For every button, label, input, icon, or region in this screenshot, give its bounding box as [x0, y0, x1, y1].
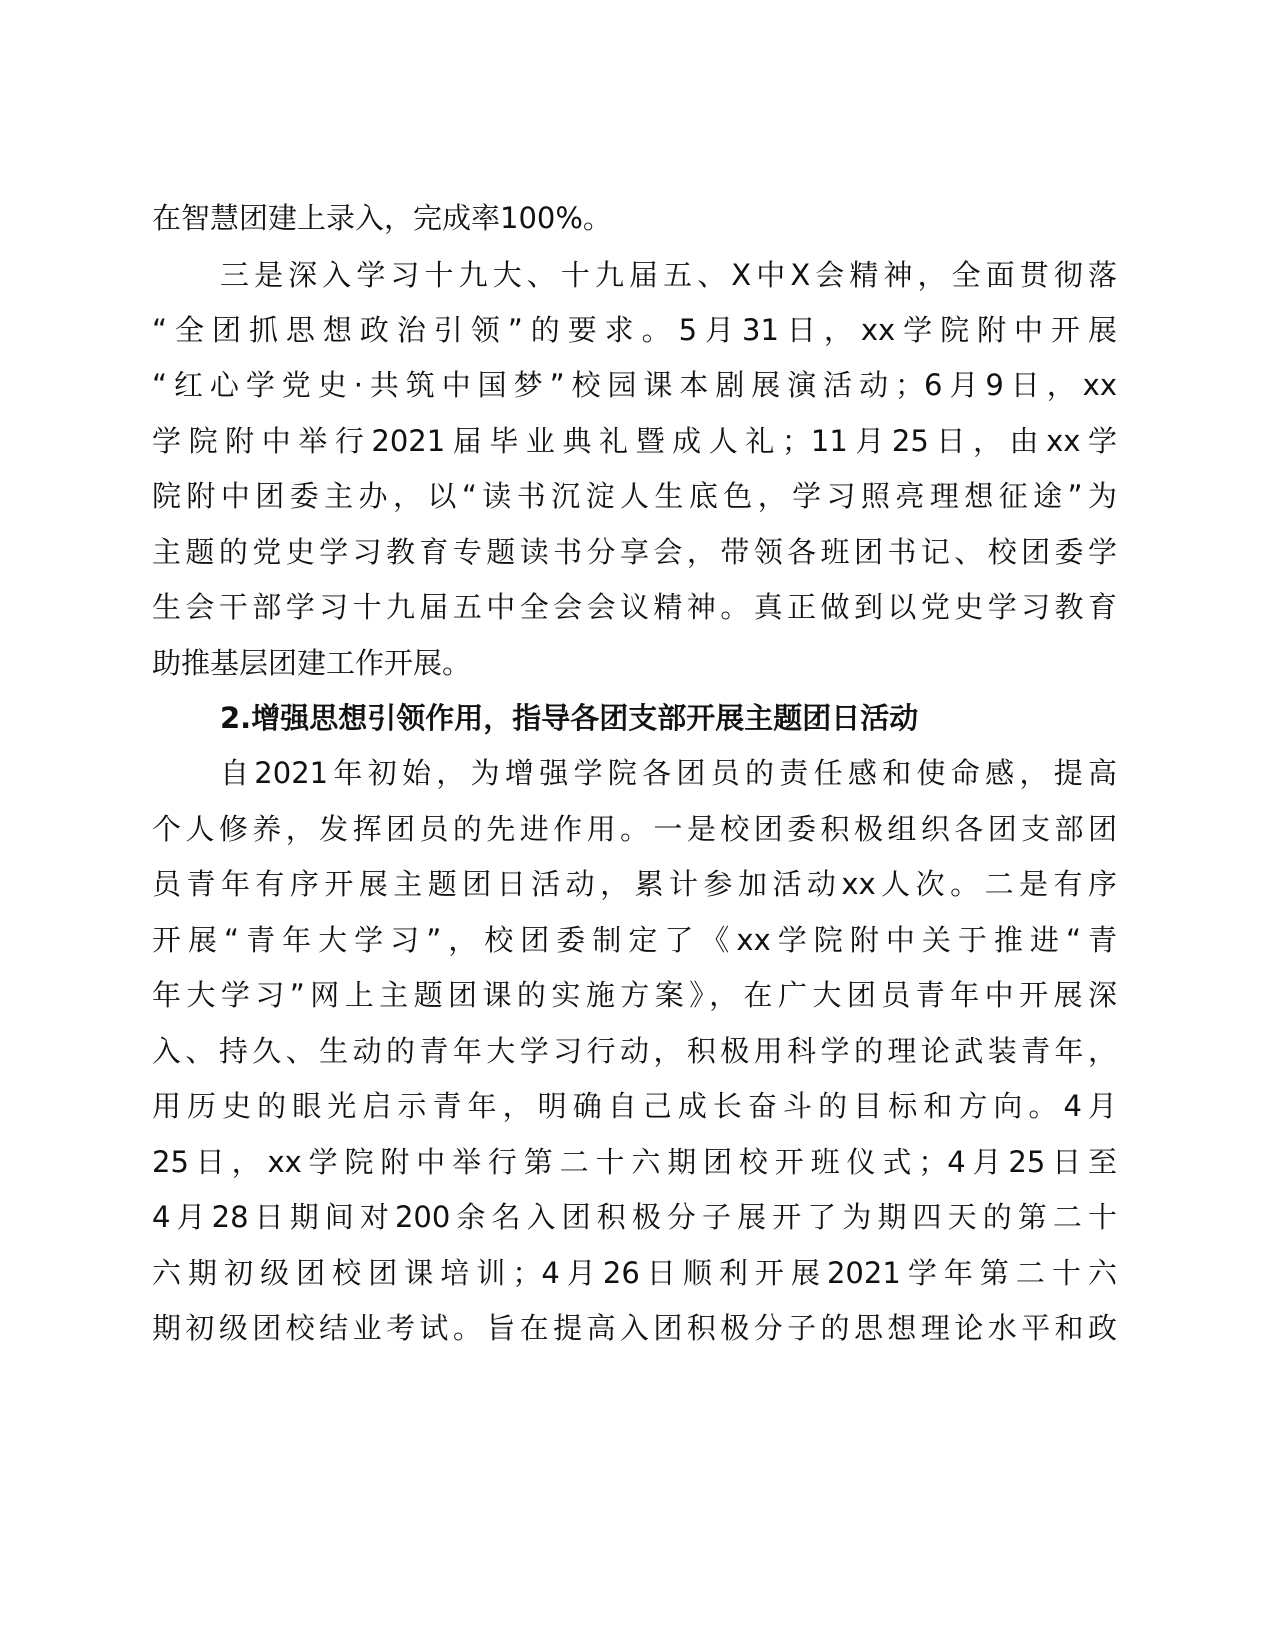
line-text: 学院附中举行2021届毕业典礼暨成人礼；11月25日，由xx学	[152, 424, 1117, 458]
line-text: 开展“青年大学习”，校团委制定了《xx学院附中关于推进“青	[152, 923, 1117, 957]
text-line	[0, 801, 1275, 857]
text-line	[0, 856, 1275, 912]
text-line	[0, 413, 1275, 469]
line-text: 三是深入学习十九大、十九届五、X中X会精神，全面贯彻落	[220, 258, 1117, 292]
line-text: 六期初级团校团课培训；4月26日顺利开展2021学年第二十六	[152, 1256, 1117, 1290]
line-text: 自2021年初始，为增强学院各团员的责任感和使命感，提高	[220, 756, 1117, 790]
line-text: 在智慧团建上录入，完成率100%。	[152, 201, 612, 235]
line-text: 助推基层团建工作开展。	[152, 646, 472, 680]
line-text: 院附中团委主办，以“读书沉淀人生底色，学习照亮理想征途”为	[152, 479, 1117, 513]
line-text: 入、持久、生动的青年大学习行动，积极用科学的理论武装青年，	[152, 1034, 1117, 1068]
line-text: 25日，xx学院附中举行第二十六期团校开班仪式；4月25日至	[152, 1145, 1117, 1179]
text-line	[0, 357, 1275, 413]
text-line	[0, 745, 1275, 801]
text-line	[0, 1023, 1275, 1079]
line-text: 用历史的眼光启示青年，明确自己成长奋斗的目标和方向。4月	[152, 1089, 1117, 1123]
text-line	[0, 635, 1275, 691]
line-text: 生会干部学习十九届五中全会会议精神。真正做到以党史学习教育	[152, 590, 1117, 624]
text-line	[0, 302, 1275, 358]
line-text: 主题的党史学习教育专题读书分享会，带领各班团书记、校团委学	[152, 535, 1117, 569]
text-line	[0, 247, 1275, 303]
section-heading	[0, 690, 1275, 746]
text-line	[0, 579, 1275, 635]
text-line	[0, 1134, 1275, 1190]
line-text: “红心学党史·共筑中国梦”校园课本剧展演活动；6月9日，xx	[152, 368, 1117, 402]
text-line	[0, 1300, 1275, 1356]
line-text: 年大学习”网上主题团课的实施方案》，在广大团员青年中开展深	[152, 978, 1117, 1012]
text-line	[0, 1245, 1275, 1301]
text-line	[0, 524, 1275, 580]
text-line	[0, 912, 1275, 968]
text-line	[0, 1078, 1275, 1134]
line-text: 个人修养，发挥团员的先进作用。一是校团委积极组织各团支部团	[152, 812, 1117, 846]
text-line	[0, 1189, 1275, 1245]
heading-text: 2.增强思想引领作用，指导各团支部开展主题团日活动	[220, 701, 919, 735]
text-line	[0, 190, 1275, 246]
line-text: “全团抓思想政治引领”的要求。5月31日，xx学院附中开展	[152, 313, 1117, 347]
line-text: 员青年有序开展主题团日活动，累计参加活动xx人次。二是有序	[152, 867, 1117, 901]
line-text: 期初级团校结业考试。旨在提高入团积极分子的思想理论水平和政	[152, 1311, 1117, 1345]
text-line	[0, 468, 1275, 524]
line-text: 4月28日期间对200余名入团积极分子展开了为期四天的第二十	[152, 1200, 1117, 1234]
text-line	[0, 967, 1275, 1023]
